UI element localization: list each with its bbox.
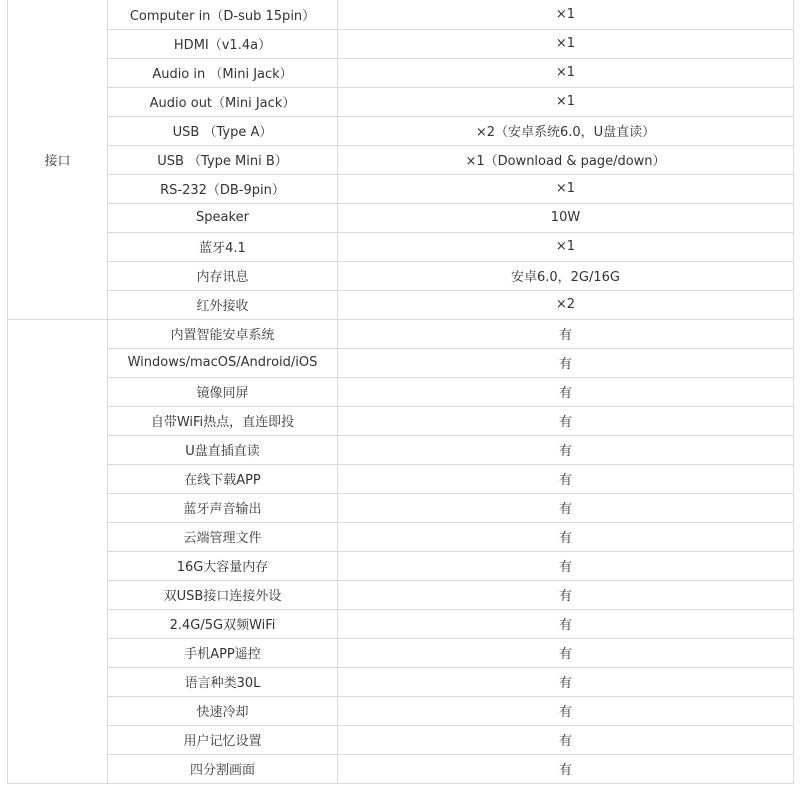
spec-name: U盘直插直读: [108, 435, 338, 464]
spec-name: 云端管理文件: [108, 522, 338, 551]
spec-table-body: [8, 0, 794, 783]
spec-name: 16G大容量内存: [108, 551, 338, 580]
table-row: [8, 261, 794, 290]
spec-value: 有: [338, 667, 794, 696]
spec-name: 在线下载APP: [108, 464, 338, 493]
spec-value: ×1: [338, 87, 794, 116]
spec-value: 有: [338, 348, 794, 377]
spec-value: ×1（Download & page/down）: [338, 145, 794, 174]
spec-value: 有: [338, 406, 794, 435]
spec-name: 镜像同屏: [108, 377, 338, 406]
table-row: [8, 725, 794, 754]
spec-value: 有: [338, 580, 794, 609]
spec-value: ×1: [338, 232, 794, 261]
spec-value: 有: [338, 319, 794, 348]
table-row: [8, 174, 794, 203]
spec-value: 有: [338, 464, 794, 493]
spec-name: 自带WiFi热点，直连即投: [108, 406, 338, 435]
spec-name: Windows/macOS/Android/iOS: [108, 348, 338, 377]
table-row: [8, 0, 794, 29]
spec-value: 有: [338, 754, 794, 783]
spec-name: USB （Type A）: [108, 116, 338, 145]
table-row: [8, 696, 794, 725]
spec-value: ×2: [338, 290, 794, 319]
table-row: [8, 87, 794, 116]
spec-value: 有: [338, 377, 794, 406]
table-row: [8, 29, 794, 58]
spec-name: Audio in （Mini Jack）: [108, 58, 338, 87]
spec-value: 有: [338, 551, 794, 580]
table-row: [8, 522, 794, 551]
table-row: [8, 145, 794, 174]
spec-name: 用户记忆设置: [108, 725, 338, 754]
spec-name: 红外接收: [108, 290, 338, 319]
table-row: [8, 464, 794, 493]
category-cell-interfaces: 接口: [8, 0, 108, 319]
spec-value: 有: [338, 609, 794, 638]
spec-value: ×2（安卓系统6.0，U盘直读）: [338, 116, 794, 145]
spec-value: 有: [338, 696, 794, 725]
table-row: [8, 406, 794, 435]
spec-value: ×1: [338, 29, 794, 58]
spec-name: 内置智能安卓系统: [108, 319, 338, 348]
spec-value: 有: [338, 522, 794, 551]
spec-name: 四分割画面: [108, 754, 338, 783]
spec-value: 有: [338, 435, 794, 464]
spec-name: Audio out（Mini Jack）: [108, 87, 338, 116]
table-row: [8, 638, 794, 667]
spec-value: 有: [338, 493, 794, 522]
spec-name: 手机APP遥控: [108, 638, 338, 667]
spec-name: Computer in（D-sub 15pin）: [108, 0, 338, 29]
spec-name: 快速冷却: [108, 696, 338, 725]
table-row: [8, 58, 794, 87]
spec-value: 有: [338, 638, 794, 667]
spec-name: 内存讯息: [108, 261, 338, 290]
spec-table: [7, 0, 794, 784]
table-row: [8, 319, 794, 348]
spec-value: 有: [338, 725, 794, 754]
table-row: [8, 551, 794, 580]
table-row: [8, 232, 794, 261]
table-row: [8, 609, 794, 638]
spec-name: RS-232（DB-9pin）: [108, 174, 338, 203]
table-row: [8, 493, 794, 522]
spec-value: ×1: [338, 174, 794, 203]
table-row: [8, 377, 794, 406]
spec-name: 蓝牙声音输出: [108, 493, 338, 522]
spec-name: USB （Type Mini B）: [108, 145, 338, 174]
spec-name: 2.4G/5G双频WiFi: [108, 609, 338, 638]
spec-name: 蓝牙4.1: [108, 232, 338, 261]
spec-value: 安卓6.0，2G/16G: [338, 261, 794, 290]
spec-name: HDMI（v1.4a）: [108, 29, 338, 58]
spec-name: Speaker: [108, 203, 338, 232]
spec-value: 10W: [338, 203, 794, 232]
table-row: [8, 116, 794, 145]
table-row: [8, 580, 794, 609]
table-row: [8, 435, 794, 464]
spec-name: 双USB接口连接外设: [108, 580, 338, 609]
category-cell-features: [8, 319, 108, 783]
table-row: [8, 290, 794, 319]
spec-value: ×1: [338, 58, 794, 87]
table-row: [8, 754, 794, 783]
table-row: [8, 203, 794, 232]
table-row: [8, 348, 794, 377]
table-row: [8, 667, 794, 696]
spec-value: ×1: [338, 0, 794, 29]
spec-name: 语言种类30L: [108, 667, 338, 696]
